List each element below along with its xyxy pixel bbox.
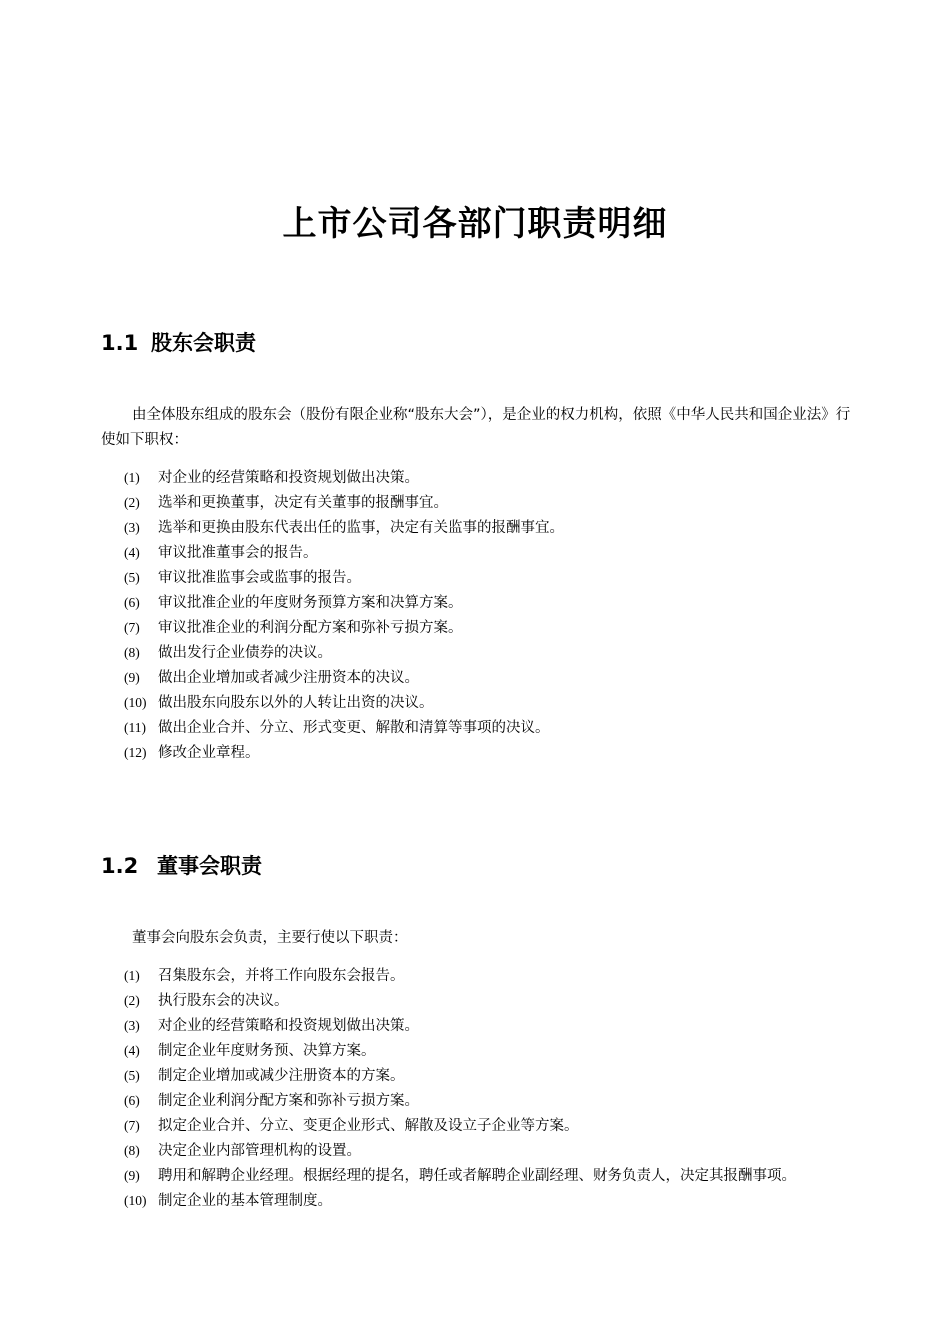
list-item: [124, 540, 564, 565]
item-number: (3): [124, 520, 140, 535]
item-number: (10): [124, 695, 147, 710]
list-item: [124, 1163, 796, 1188]
item-text: 修改企业章程。: [158, 745, 260, 761]
item-number: (4): [124, 545, 140, 560]
item-text: 制定企业的基本管理制度。: [158, 1193, 332, 1209]
item-number: (6): [124, 1093, 140, 1108]
item-text: 做出企业增加或者减少注册资本的决议。: [158, 670, 419, 686]
section-title: 董事会职责: [157, 854, 262, 878]
item-text: 审议批准董事会的报告。: [158, 545, 318, 561]
item-text: 制定企业利润分配方案和弥补亏损方案。: [158, 1093, 419, 1109]
list-item: [124, 715, 564, 740]
item-number: (9): [124, 1168, 140, 1183]
duties-list-board: [124, 963, 796, 1213]
item-text: 审议批准企业的利润分配方案和弥补亏损方案。: [158, 620, 463, 636]
item-number: (2): [124, 495, 140, 510]
section-heading-shareholders: [101, 327, 256, 357]
list-item: [124, 665, 564, 690]
section-intro-shareholders: 由全体股东组成的股东会（股份有限企业称“股东大会”），是企业的权力机构，依照《中华人民共和国企业法》行使如下职权：: [101, 407, 851, 448]
item-number: (2): [124, 993, 140, 1008]
list-item: [124, 465, 564, 490]
item-text: 决定企业内部管理机构的设置。: [158, 1143, 361, 1159]
item-number: (9): [124, 670, 140, 685]
list-item: [124, 590, 564, 615]
item-text: 制定企业增加或减少注册资本的方案。: [158, 1068, 405, 1084]
item-number: (5): [124, 570, 140, 585]
section-number: 1.2: [101, 854, 139, 878]
item-text: 审议批准监事会或监事的报告。: [158, 570, 361, 586]
item-number: (7): [124, 1118, 140, 1133]
list-item: [124, 1188, 796, 1213]
item-number: (7): [124, 620, 140, 635]
item-text: 选举和更换由股东代表出任的监事，决定有关监事的报酬事宜。: [158, 520, 564, 536]
item-text: 召集股东会，并将工作向股东会报告。: [158, 968, 405, 984]
item-text: 对企业的经营策略和投资规划做出决策。: [158, 1018, 419, 1034]
item-number: (1): [124, 968, 140, 983]
list-item: [124, 1138, 796, 1163]
item-text: 审议批准企业的年度财务预算方案和决算方案。: [158, 595, 463, 611]
item-text: 做出企业合并、分立、形式变更、解散和清算等事项的决议。: [158, 720, 550, 736]
section-title: 股东会职责: [151, 331, 256, 355]
duties-list-shareholders: [124, 465, 564, 765]
list-item: [124, 1088, 796, 1113]
item-number: (5): [124, 1068, 140, 1083]
list-item: [124, 640, 564, 665]
item-number: (3): [124, 1018, 140, 1033]
item-number: (11): [124, 720, 146, 735]
list-item: [124, 740, 564, 765]
item-text: 选举和更换董事，决定有关董事的报酬事宜。: [158, 495, 448, 511]
section-intro-board: 董事会向股东会负责，主要行使以下职责：: [132, 930, 408, 946]
list-item: [124, 963, 796, 988]
list-item: [124, 615, 564, 640]
item-number: (12): [124, 745, 147, 760]
item-number: (8): [124, 645, 140, 660]
list-item: [124, 515, 564, 540]
item-number: (4): [124, 1043, 140, 1058]
item-text: 做出发行企业债券的决议。: [158, 645, 332, 661]
item-number: (8): [124, 1143, 140, 1158]
list-item: [124, 490, 564, 515]
list-item: [124, 1038, 796, 1063]
item-number: (1): [124, 470, 140, 485]
section-heading-board: [101, 850, 262, 880]
list-item: [124, 1063, 796, 1088]
list-item: [124, 988, 796, 1013]
item-number: (10): [124, 1193, 147, 1208]
item-text: 做出股东向股东以外的人转让出资的决议。: [158, 695, 434, 711]
item-number: (6): [124, 595, 140, 610]
list-item: [124, 690, 564, 715]
list-item: [124, 1113, 796, 1138]
document-title: 上市公司各部门职责明细: [282, 204, 668, 244]
item-text: 执行股东会的决议。: [158, 993, 289, 1009]
item-text: 聘用和解聘企业经理。根据经理的提名，聘任或者解聘企业副经理、财务负责人，决定其报酬事项。: [158, 1168, 796, 1184]
item-text: 对企业的经营策略和投资规划做出决策。: [158, 470, 419, 486]
list-item: [124, 1013, 796, 1038]
section-number: 1.1: [101, 331, 139, 355]
list-item: [124, 565, 564, 590]
item-text: 制定企业年度财务预、决算方案。: [158, 1043, 376, 1059]
item-text: 拟定企业合并、分立、变更企业形式、解散及设立子企业等方案。: [158, 1118, 579, 1134]
